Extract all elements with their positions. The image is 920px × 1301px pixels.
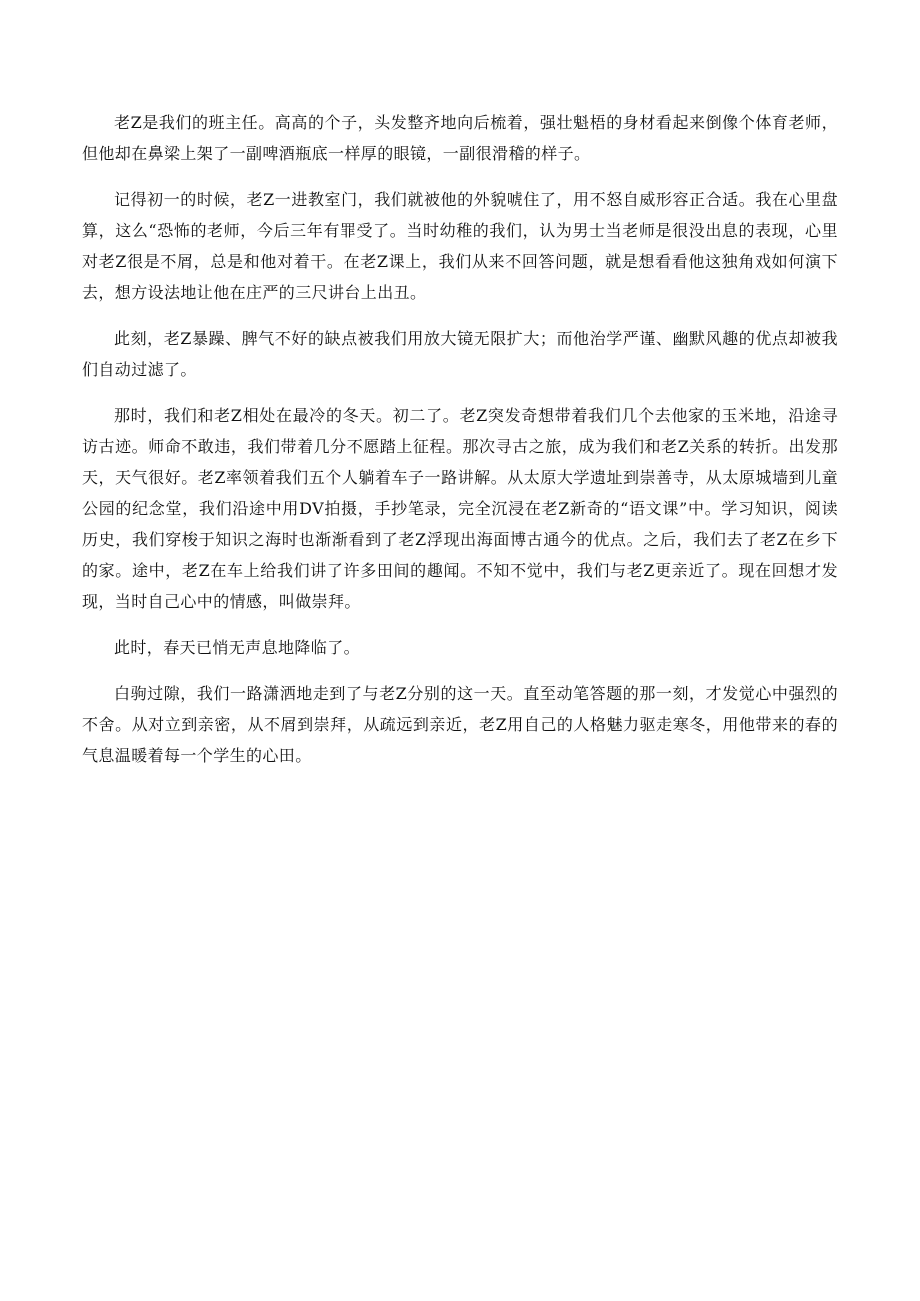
paragraph-6: 白驹过隙，我们一路潇洒地走到了与老Z分别的这一天。直至动笔答题的那一刻，才发觉心中强烈的不舍。从对立到亲密，从不屑到崇拜，从疏远到亲近，老Z用自己的人格魅力驱走寒冬，用他带来的春的气息温暖着每一个学生的心田。 bbox=[82, 684, 838, 765]
paragraph-2: 记得初一的时候，老Z一进教室门，我们就被他的外貌唬住了，用不怒自威形容正合适。我在心里盘算，这么“恐怖的老师，今后三年有罪受了。当时幼稚的我们，认为男士当老师是很没出息的表现，心里对老Z很是不屑，总是和他对着干。在老Z课上，我们从来不回答问题，就是想看看他这独角戏如何演下去，想方设法地让他在庄严的三尺讲台上出丑。 bbox=[82, 190, 838, 302]
document-body bbox=[82, 107, 838, 786]
paragraph-3: 此刻，老Z暴躁、脾气不好的缺点被我们用放大镜无限扩大；而他治学严谨、幽默风趣的优点却被我们自动过滤了。 bbox=[82, 329, 838, 379]
paragraph-4: 那时，我们和老Z相处在最冷的冬天。初二了。老Z突发奇想带着我们几个去他家的玉米地，沿途寻访古迹。师命不敢违，我们带着几分不愿踏上征程。那次寻古之旅，成为我们和老Z关系的转折。出发那天，天气很好。老Z率领着我们五个人躺着车子一路讲解。从太原大学遗址到崇善寺，从太原城墙到儿童公园的纪念堂，我们沿途中用DV拍摄，手抄笔录，完全沉浸在老Z新奇的“语文课”中。学习知识，阅读历史，我们穿梭于知识之海时也渐渐看到了老Z浮现出海面博古通今的优点。之后，我们去了老Z在乡下的家。途中，老Z在车上给我们讲了许多田间的趣闻。不知不觉中，我们与老Z更亲近了。现在回想才发现，当时自己心中的情感，叫做崇拜。 bbox=[82, 406, 838, 611]
paragraph-5: 此时，春天已悄无声息地降临了。 bbox=[114, 638, 361, 657]
paragraph-1: 老Z是我们的班主任。高高的个子，头发整齐地向后梳着，强壮魁梧的身材看起来倒像个体育老师，但他却在鼻梁上架了一副啤酒瓶底一样厚的眼镜，一副很滑稽的样子。 bbox=[82, 113, 838, 163]
